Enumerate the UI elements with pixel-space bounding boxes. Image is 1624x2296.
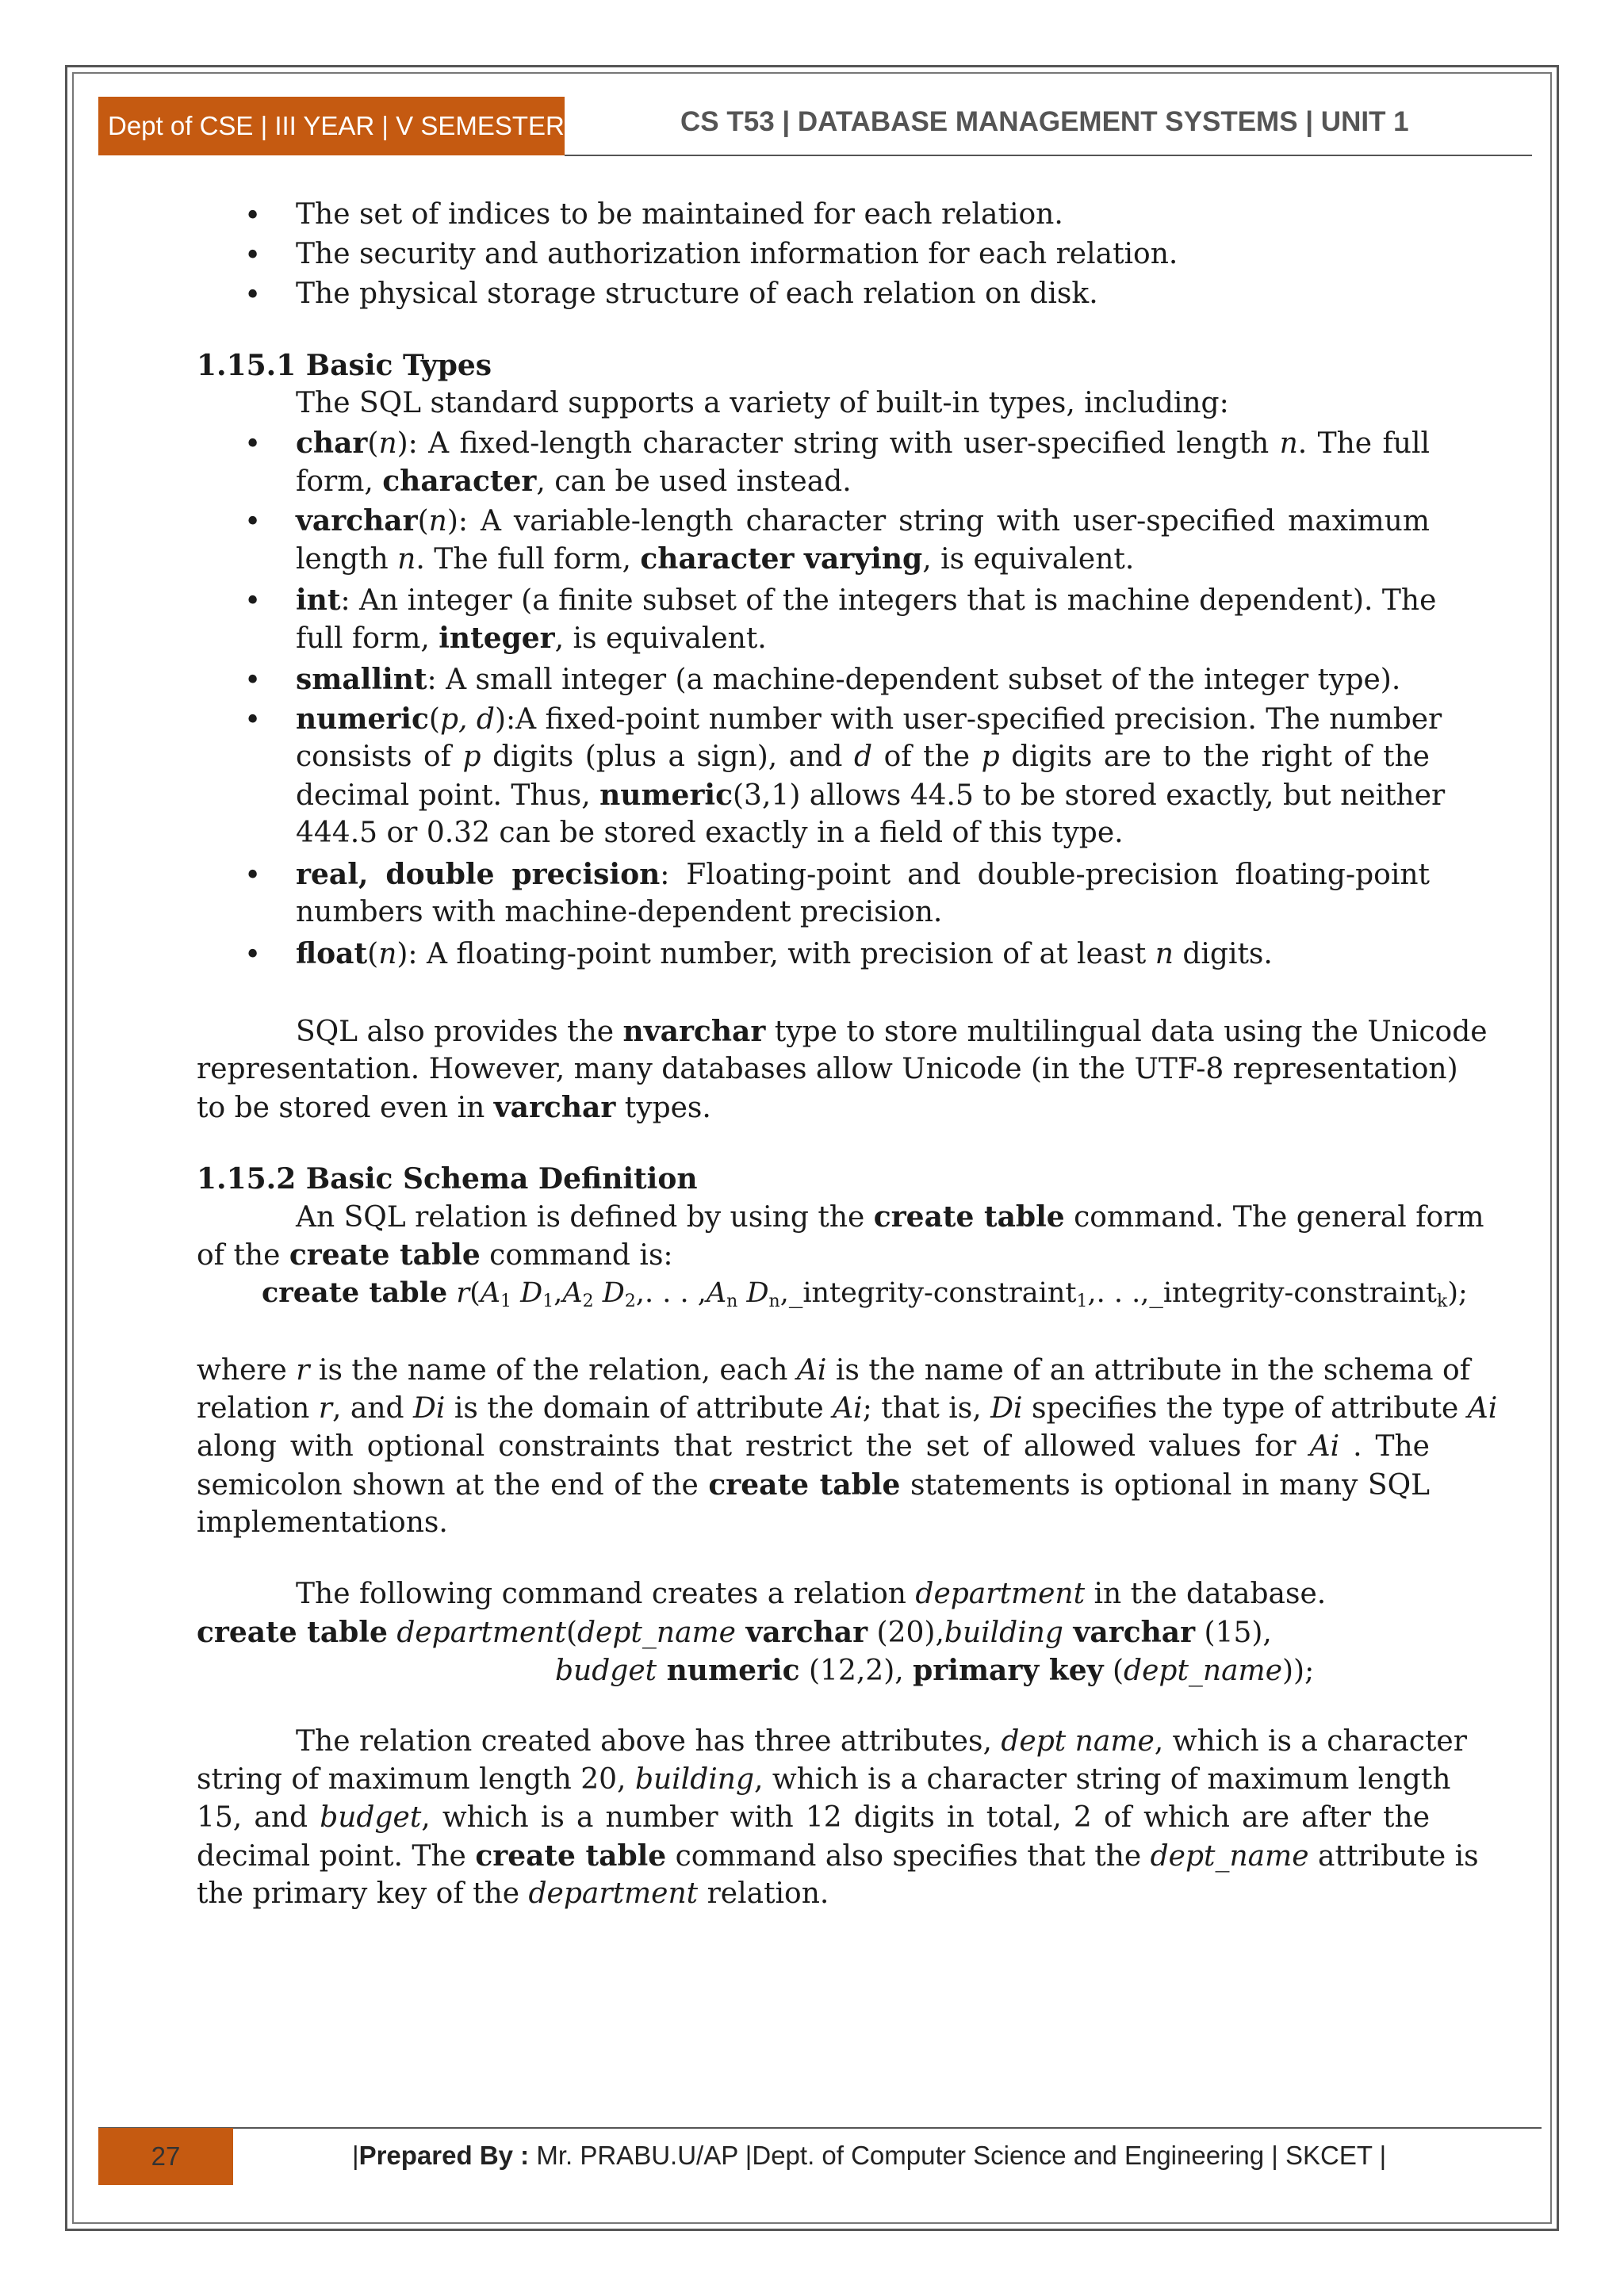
paragraph-where-cont: semicolon shown at the end of the create table statements is optional in many SQL bbox=[197, 1468, 1430, 1502]
list-item-numeric: numeric(p, d):A fixed-point number with user-specified precision. The number bbox=[296, 702, 1442, 736]
paragraph: An SQL relation is defined by using the create table command. The general form bbox=[296, 1200, 1484, 1234]
list-item-numeric-cont: consists of p digits (plus a sign), and d of the p digits are to the right of the bbox=[296, 740, 1430, 773]
list-item-smallint: smallint: A small integer (a machine-dependent subset of the integer type). bbox=[296, 663, 1401, 696]
paragraph-following: The following command creates a relation department in the database. bbox=[296, 1578, 1327, 1610]
list-item-int: int: An integer (a finite subset of the integers that is machine dependent). The bbox=[296, 584, 1437, 617]
bullet: • bbox=[244, 859, 262, 892]
paragraph: The SQL standard supports a variety of built-in types, including: bbox=[296, 387, 1229, 419]
list-item-int-cont: full form, integer, is equivalent. bbox=[296, 622, 767, 655]
bullet: • bbox=[244, 239, 262, 272]
bullet: • bbox=[244, 200, 262, 232]
paragraph-relation-cont: the primary key of the department relation. bbox=[197, 1877, 829, 1910]
paragraph-relation-cont: decimal point. The create table command also specifies that the dept_name attribute is bbox=[197, 1839, 1479, 1873]
code-create-department: create table department(dept_name varchar (20),building varchar (15), bbox=[197, 1616, 1272, 1649]
bullet: • bbox=[244, 428, 262, 461]
code-create-department-cont: budget numeric (12,2), primary key (dept_name)); bbox=[555, 1654, 1315, 1687]
bullet: • bbox=[244, 279, 262, 312]
header-dept-label: Dept of CSE | III YEAR | V SEMESTER bbox=[98, 97, 565, 155]
list-item-varchar: varchar(n): A variable-length character string with user-specified maximum bbox=[296, 504, 1430, 538]
paragraph-nvarchar: SQL also provides the nvarchar type to store multilingual data using the Unicode bbox=[296, 1015, 1488, 1048]
paragraph-where: where r is the name of the relation, each Ai is the name of an attribute in the schema of bbox=[197, 1354, 1471, 1387]
list-item: The security and authorization information for each relation. bbox=[296, 238, 1178, 270]
paragraph-where-cont: implementations. bbox=[197, 1506, 448, 1539]
header-course-title: CS T53 | DATABASE MANAGEMENT SYSTEMS | UNIT 1 bbox=[680, 106, 1409, 137]
paragraph-nvarchar-cont: to be stored even in varchar types. bbox=[197, 1091, 711, 1124]
footer-credits: |Prepared By : Mr. PRABU.U/AP |Dept. of Computer Science and Engineering | SKCET | bbox=[352, 2141, 1387, 2170]
bullet: • bbox=[244, 585, 262, 618]
list-item-float: float(n): A floating-point number, with precision of at least n digits. bbox=[296, 937, 1273, 970]
paragraph-relation-cont: 15, and budget, which is a number with 12 digits in total, 2 of which are after the bbox=[197, 1801, 1430, 1834]
list-item: The physical storage structure of each relation on disk. bbox=[296, 277, 1098, 310]
list-item-numeric-cont: decimal point. Thus, numeric(3,1) allows 44.5 to be stored exactly, but neither bbox=[296, 779, 1446, 812]
footer-rule bbox=[98, 2127, 1542, 2129]
create-table-syntax: create table $r(A_1$ $D_1,A_2$ $D_2$,. . . $,A_n$ $D_n,\_integrity-constraint_1$,. . .,_integrity-constraint$_k$); bbox=[262, 1276, 1468, 1311]
paragraph-cont: of the create table command is: bbox=[197, 1238, 673, 1272]
header-rule bbox=[565, 155, 1532, 156]
list-item-varchar-cont: length n. The full form, character varying, is equivalent. bbox=[296, 542, 1135, 576]
list-item-real: real, double precision: Floating-point and double-precision floating-point bbox=[296, 858, 1430, 891]
bullet: • bbox=[244, 664, 262, 697]
paragraph-where-cont: relation r, and Di is the domain of attribute Ai; that is, Di specifies the type of attribute Ai bbox=[197, 1392, 1498, 1425]
bullet: • bbox=[244, 704, 262, 737]
list-item-char: char(n): A fixed-length character string with user-specified length n. The full bbox=[296, 427, 1430, 460]
paragraph-relation: The relation created above has three attributes, dept name, which is a character bbox=[296, 1725, 1467, 1758]
list-item-numeric-cont: 444.5 or 0.32 can be stored exactly in a field of this type. bbox=[296, 817, 1124, 849]
section-heading-schema-definition: 1.15.2 Basic Schema Definition bbox=[197, 1162, 698, 1196]
paragraph-relation-cont: string of maximum length 20, building, which is a character string of maximum length bbox=[197, 1763, 1451, 1796]
list-item-real-cont: numbers with machine-dependent precision. bbox=[296, 896, 943, 928]
paragraph-where-cont: along with optional constraints that restrict the set of allowed values for Ai . The bbox=[197, 1430, 1430, 1463]
list-item: The set of indices to be maintained for each relation. bbox=[296, 198, 1063, 231]
section-heading-basic-types: 1.15.1 Basic Types bbox=[197, 349, 492, 382]
bullet: • bbox=[244, 506, 262, 538]
bullet: • bbox=[244, 939, 262, 971]
page-number: 27 bbox=[98, 2128, 233, 2185]
list-item-char-cont: form, character, can be used instead. bbox=[296, 465, 852, 498]
paragraph-nvarchar-cont: representation. However, many databases allow Unicode (in the UTF-8 representation) bbox=[197, 1053, 1458, 1085]
